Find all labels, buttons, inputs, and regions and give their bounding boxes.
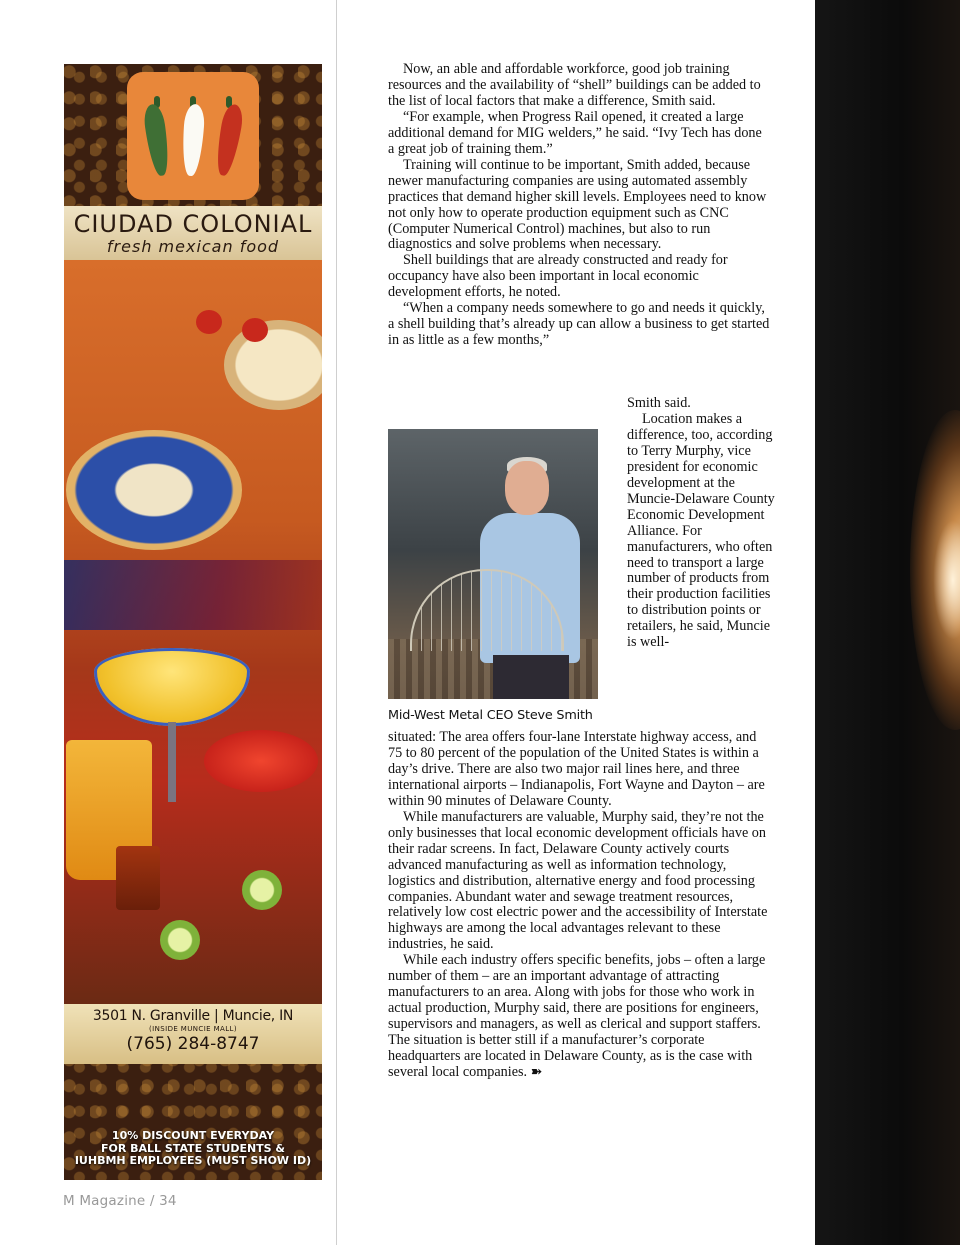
adjacent-page-photo (815, 0, 960, 1245)
person-head (505, 461, 549, 515)
margarita-stem (168, 722, 176, 802)
tomato (196, 310, 222, 334)
red-chili-icon (213, 103, 245, 177)
article-paragraph (388, 953, 771, 1081)
tequila-shot (116, 846, 160, 910)
taco-plate (66, 430, 242, 550)
article-paragraph: While manufacturers are valuable, Murphy said, they’re not the only businesses that local economic development officials have on their radar screens. In fact, Delaware County actively courts advanced manufacturing as well as information technology, logistics and distribution, alternative energy and food processing companies. Abundant water and sewage treatment resources, relatively low cost electric power and the accessibility of Interstate highways are among the local advantages relevant to these industries, he said. (388, 808, 768, 953)
article-paragraph: Shell buildings that are already constructed and ready for occupancy have also been important in local economic development efforts, he noted. (388, 252, 728, 301)
white-chili-icon (181, 103, 206, 176)
article-paragraph: “For example, when Progress Rail opened, it created a large additional demand for MIG welders,” he said. “Ivy Tech has done a great job of training them.” (388, 108, 762, 157)
contact-band (64, 1004, 322, 1064)
person-pants (493, 655, 569, 699)
ceo-photo (388, 429, 598, 699)
lime-slice (242, 870, 282, 910)
strawberry-margarita (204, 730, 318, 792)
discount-line: 10% DISCOUNT EVERYDAY (111, 1129, 275, 1142)
restaurant-tagline: fresh mexican food (106, 237, 280, 256)
photo-caption: Mid-West Metal CEO Steve Smith (388, 708, 593, 723)
restaurant-name-band (64, 206, 322, 260)
table-cloth (64, 560, 322, 630)
location-note: (INSIDE MUNCIE MALL) (149, 1025, 237, 1033)
discount-line: FOR BALL STATE STUDENTS & (100, 1141, 286, 1155)
discount-offer (64, 1130, 322, 1168)
discount-line: IUHBMH EMPLOYEES (MUST SHOW ID) (74, 1154, 312, 1167)
article-continuation: Smith said. (627, 395, 691, 411)
tomato (242, 318, 268, 342)
phone-number[interactable]: (765) 284-8747 (126, 1034, 260, 1054)
pepper-logo (127, 72, 259, 200)
end-of-article-arrow-icon: ➽ (530, 1064, 543, 1081)
article-column-narrow (627, 396, 775, 651)
food-and-drinks-photo (64, 260, 322, 1004)
lime-slice (160, 920, 200, 960)
restaurant-name: CIUDAD COLONIAL (73, 210, 313, 238)
article-paragraph: Location makes a difference, too, according to Terry Murphy, vice president for economic development at the Muncie-Delaware County Economic Development Alliance. For manufacturers, who often need to transport a large number of products from their production facilities to distribution points or retailers, he said, Muncie is well- (627, 410, 775, 651)
green-chili-icon (142, 103, 172, 177)
tortilla-stack (224, 320, 322, 410)
article-paragraph: “When a company needs somewhere to go and needs it quickly, a shell building that’s already up can allow a business to get started in as little as a few months,” (388, 300, 770, 349)
article-column-bottom (388, 730, 771, 1081)
article-paragraph: Training will continue to be important, Smith added, because newer manufacturing companies are using automated assembly practices that demand higher skill levels. Employees need to know not only how to operate production equipment such as CNC (Computer Numerical Control) machines, but also to run diagnostics and solve problems when necessary. (388, 156, 767, 253)
article-continuation: situated: The area offers four-lane Interstate highway access, and 75 to 80 percent of the population of the United States is within a day’s drive. There are also two major rail lines here, and three international airports – Indianapolis, Fort Wayne and Dayton – are within 90 minutes of Delaware County. (388, 729, 765, 809)
article-column-top (388, 62, 771, 349)
article-paragraph: Now, an able and affordable workforce, good job training resources and the availability of “shell” buildings can be added to the list of local factors that make a difference, Smith said. (388, 61, 761, 109)
page-folio: M Magazine / 34 (63, 1193, 177, 1209)
restaurant-advertisement[interactable] (64, 64, 322, 1180)
margarita-glass (94, 648, 250, 726)
article-paragraph-text: While each industry offers specific benefits, jobs – often a large number of them – are an important advantage of attracting manufacturers to an area. Along with jobs for those who work in actual production, Murphy said, there are positions for engineers, supervisors and managers, as well as clerical and support staffers. The situation is better still if a manufacturer’s corporate headquarters are located in Delaware County, as is the case with several local companies. (388, 952, 766, 1081)
column-divider (336, 0, 337, 1245)
restaurant-address: 3501 N. Granville | Muncie, IN (92, 1008, 294, 1024)
